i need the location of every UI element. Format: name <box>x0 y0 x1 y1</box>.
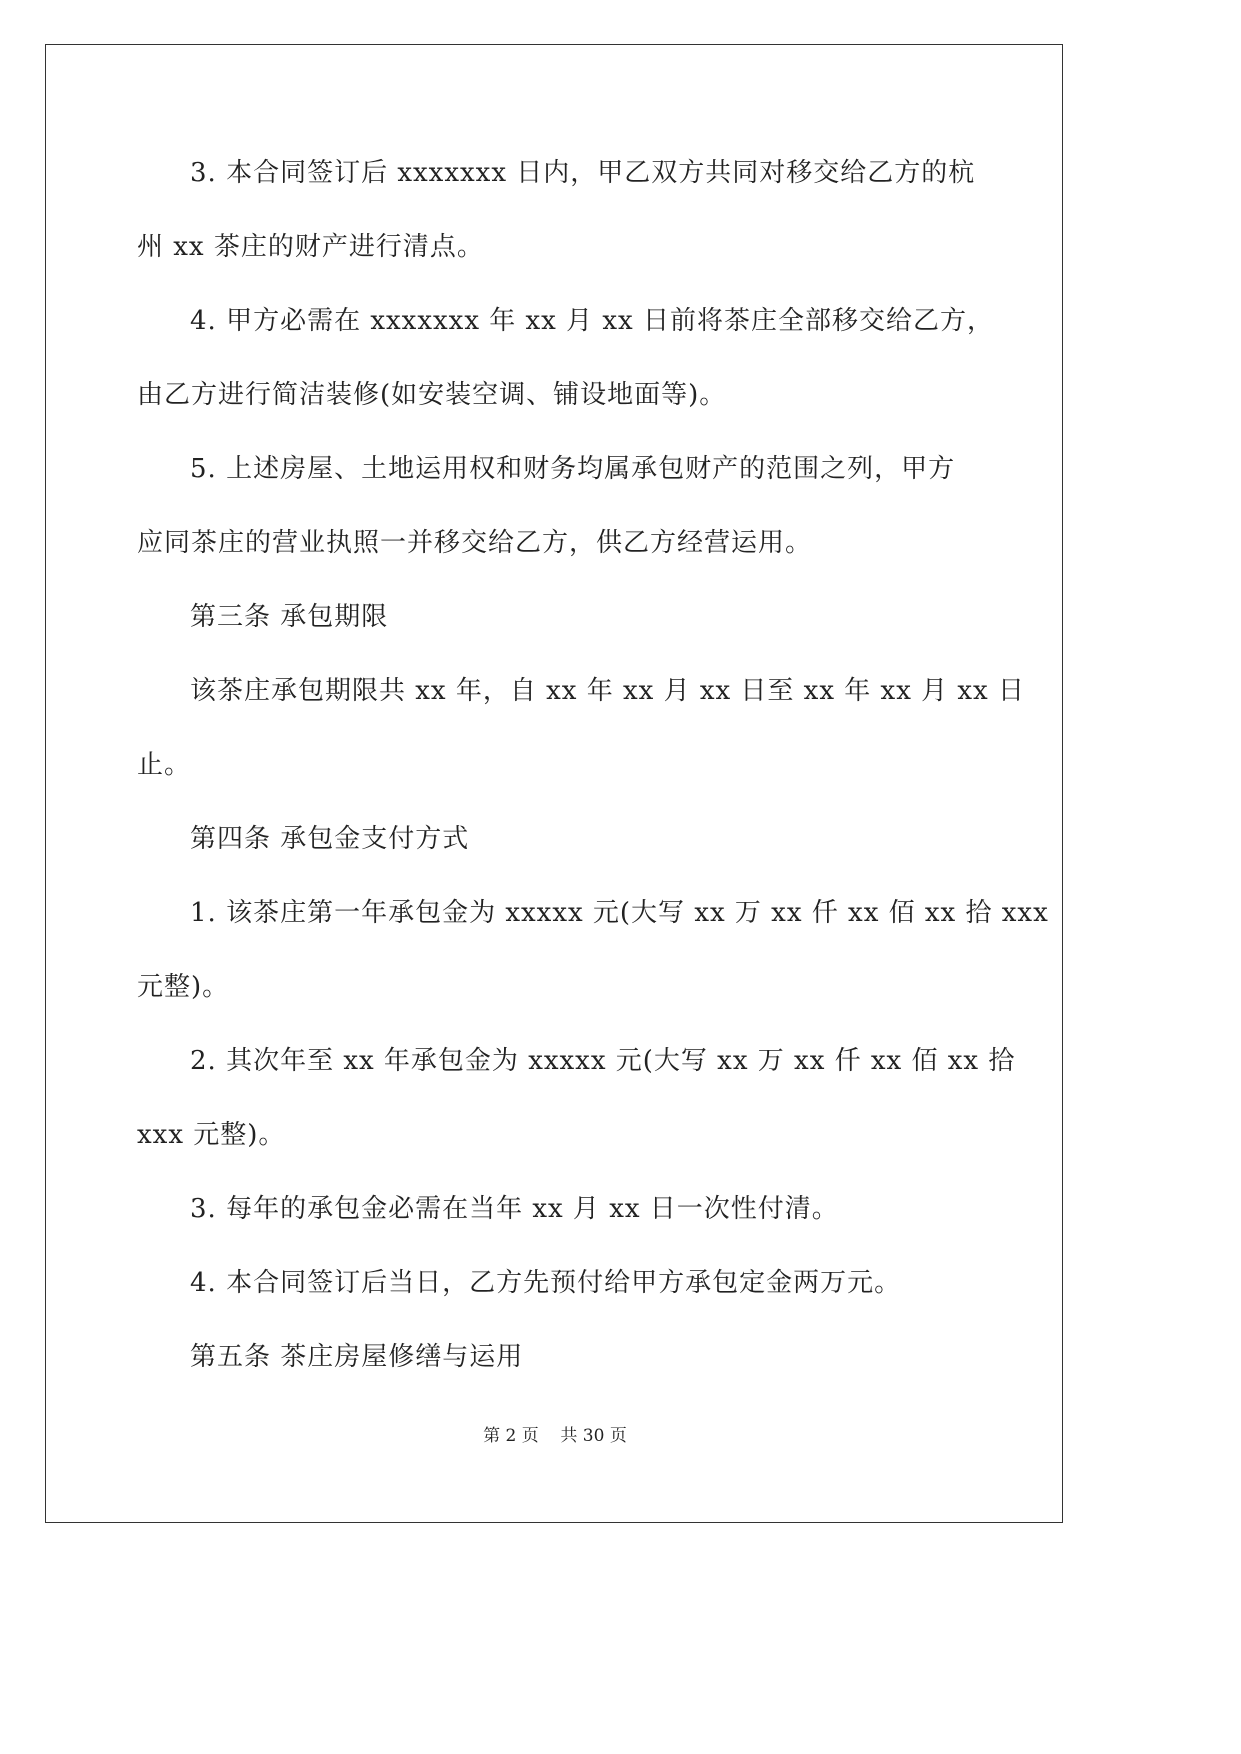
paragraph-line: 3. 每年的承包金必需在当年 xx 月 xx 日一次性付清。 <box>190 1194 839 1224</box>
paragraph-line: 3. 本合同签订后 xxxxxxx 日内，甲乙双方共同对移交给乙方的杭 <box>190 158 976 188</box>
paragraph-line: 应同茶庄的营业执照一并移交给乙方，供乙方经营运用。 <box>137 528 813 558</box>
paragraph-line: 该茶庄承包期限共 xx 年，自 xx 年 xx 月 xx 日至 xx 年 xx 月 xx 日 <box>190 676 1025 706</box>
paragraph-line: 州 xx 茶庄的财产进行清点。 <box>137 232 484 262</box>
paragraph-line: 5. 上述房屋、土地运用权和财务均属承包财产的范围之列，甲方 <box>190 454 956 484</box>
paragraph-line: 4. 本合同签订后当日，乙方先预付给甲方承包定金两万元。 <box>190 1268 902 1298</box>
section-heading: 第五条 茶庄房屋修缮与运用 <box>190 1342 524 1372</box>
page-footer <box>0 1424 1110 1448</box>
page-total: 共 30 页 <box>560 1426 627 1446</box>
page-frame <box>45 44 1063 1523</box>
section-heading: 第三条 承包期限 <box>190 602 389 632</box>
paragraph-line: 4. 甲方必需在 xxxxxxx 年 xx 月 xx 日前将茶庄全部移交给乙方， <box>190 306 994 336</box>
paragraph-line: 元整)。 <box>137 972 230 1002</box>
paragraph-line: 1. 该茶庄第一年承包金为 xxxxx 元(大写 xx 万 xx 仟 xx 佰 xx 拾 xxx <box>190 898 1049 928</box>
paragraph-line: xxx 元整)。 <box>137 1120 286 1150</box>
paragraph-line: 止。 <box>137 750 192 780</box>
paragraph-line: 2. 其次年至 xx 年承包金为 xxxxx 元(大写 xx 万 xx 仟 xx 佰 xx 拾 <box>190 1046 1016 1076</box>
page-number: 第 2 页 <box>483 1426 539 1446</box>
paragraph-line: 由乙方进行简洁装修(如安装空调、铺设地面等)。 <box>137 380 727 410</box>
section-heading: 第四条 承包金支付方式 <box>190 824 470 854</box>
